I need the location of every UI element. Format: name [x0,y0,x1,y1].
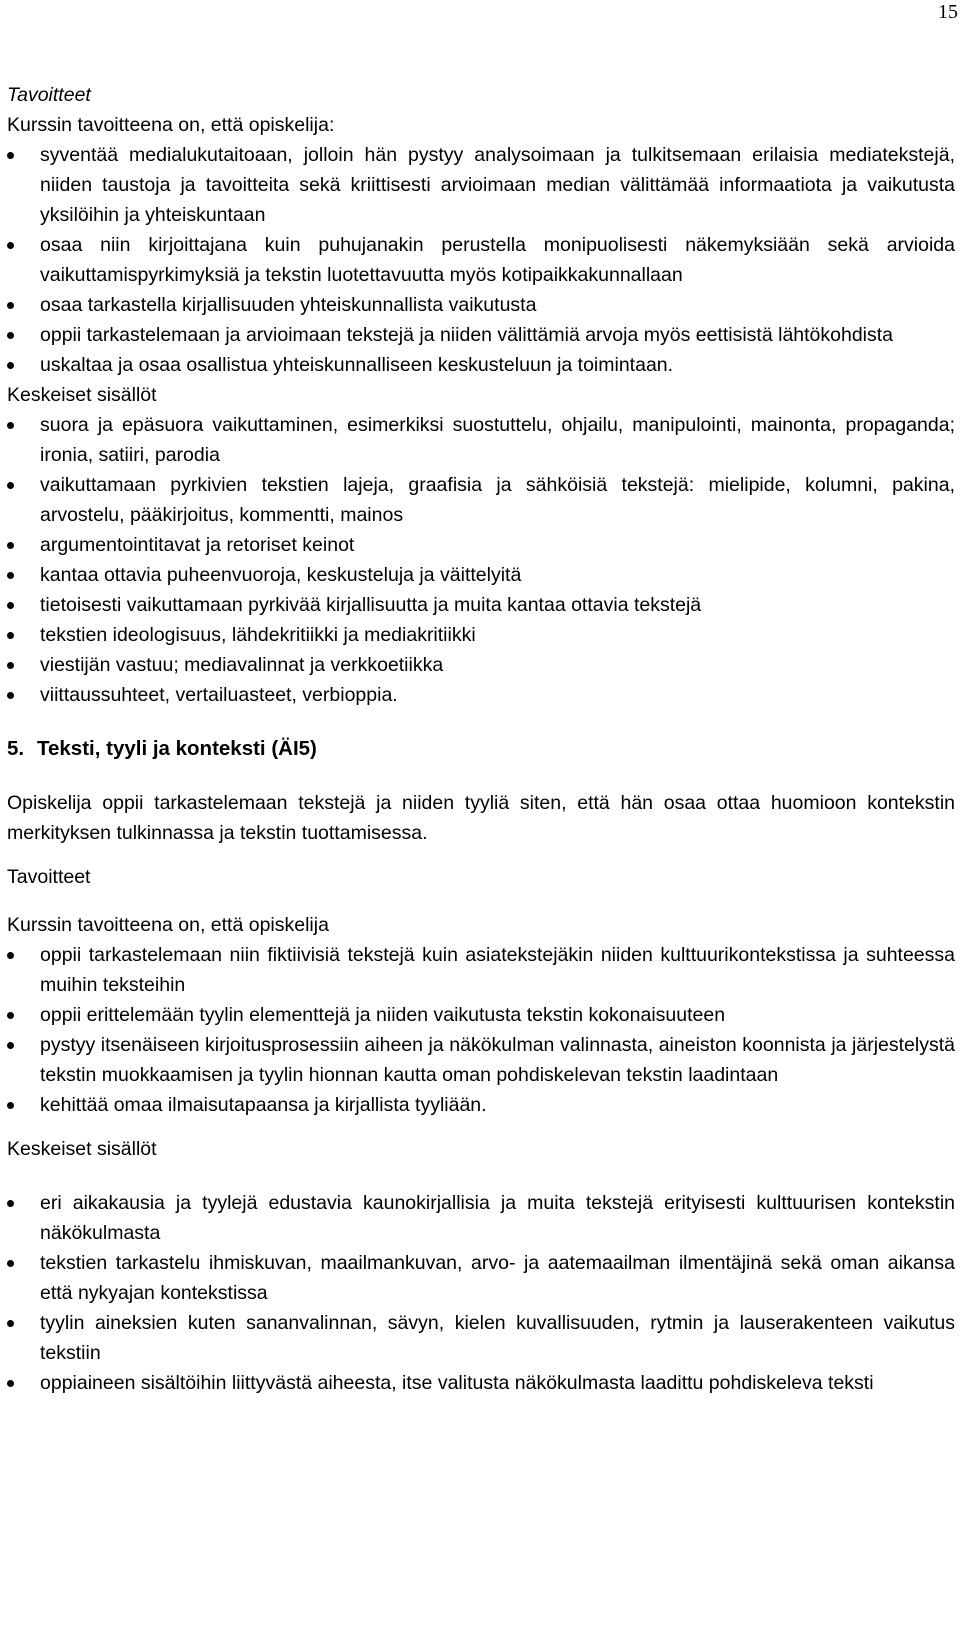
list-item-text: tietoisesti vaikuttamaan pyrkivää kirjallisuutta ja muita kantaa ottavia tekstejä [40,594,702,616]
bullet-icon [7,602,14,609]
goals-list [7,940,955,1120]
contents-heading: Keskeiset sisällöt [7,1138,157,1160]
list-item [7,620,955,650]
list-item [7,290,955,320]
list-item [7,940,955,1000]
list-item [7,230,955,290]
list-item [7,650,955,680]
bullet-icon [7,692,14,699]
bullet-icon [7,572,14,579]
goals-intro: Kurssin tavoitteena on, että opiskelija [7,914,329,936]
bullet-icon [7,1320,14,1327]
bullet-icon [7,1042,14,1049]
list-item [7,1248,955,1308]
list-item [7,350,955,380]
list-item-text: kehittää omaa ilmaisutapaansa ja kirjallista tyyliään. [40,1094,487,1116]
list-item [7,410,955,470]
list-item-text: tekstien ideologisuus, lähdekritiikki ja mediakritiikki [40,624,476,646]
section-number: 5. [7,737,25,760]
bullet-icon [7,952,14,959]
bullet-icon [7,302,14,309]
contents-list [7,410,955,710]
goals-heading: Tavoitteet [7,866,91,888]
list-item [7,1368,955,1398]
bullet-icon [7,632,14,639]
section-description: Opiskelija oppii tarkastelemaan tekstejä ja niiden tyyliä siten, että hän osaa ottaa huomioon kontekstin merkityksen tulkinnassa ja tekstin tuottamisessa. [7,792,955,844]
bullet-icon [7,1102,14,1109]
bullet-icon [7,1200,14,1207]
list-item-text: kantaa ottavia puheenvuoroja, keskusteluja ja väittelyitä [40,564,522,586]
bullet-icon [7,242,14,249]
list-item-text: viestijän vastuu; mediavalinnat ja verkkoetiikka [40,654,444,676]
list-item [7,470,955,530]
list-item-text: eri aikakausia ja tyylejä edustavia kaunokirjallisia ja muita tekstejä erityisesti kulttuurisen kontekstin näkökulmasta [40,1192,955,1244]
bullet-icon [7,1380,14,1387]
list-item [7,1030,955,1090]
section-title [7,734,955,764]
list-item [7,1188,955,1248]
list-item-text: oppiaineen sisältöihin liittyvästä aiheesta, itse valitusta näkökulmasta laadittu pohdiskeleva teksti [40,1372,874,1394]
list-item [7,320,955,350]
bullet-icon [7,662,14,669]
bullet-icon [7,362,14,369]
list-item [7,1308,955,1368]
page-number: 15 [938,1,958,23]
list-item-text: oppii tarkastelemaan ja arvioimaan tekstejä ja niiden välittämiä arvoja myös eettisistä lähtökohdista [40,324,894,346]
list-item-text: oppii tarkastelemaan niin fiktiivisiä tekstejä kuin asiatekstejäkin niiden kulttuurikontekstissa ja suhteessa muihin teksteihin [40,944,955,996]
section-title-text: Teksti, tyyli ja konteksti (ÄI5) [37,737,317,760]
goals-list [7,140,955,380]
list-item-text: osaa tarkastella kirjallisuuden yhteiskunnallista vaikutusta [40,294,537,316]
list-item [7,680,955,710]
contents-list [7,1188,955,1398]
list-item-text: tekstien tarkastelu ihmiskuvan, maailmankuvan, arvo- ja aatemaailman ilmentäjinä sekä oman aikansa että nykyajan kontekstissa [40,1252,955,1304]
list-item [7,530,955,560]
list-item-text: tyylin aineksien kuten sananvalinnan, sävyn, kielen kuvallisuuden, rytmin ja lauserakenteen vaikutus tekstiin [40,1312,955,1364]
list-item-text: osaa niin kirjoittajana kuin puhujanakin perustella monipuolisesti näkemyksiään sekä arvioida vaikuttamispyrkimyksiä ja tekstin luotettavuutta myös kotipaikkakunnallaan [40,234,955,286]
list-item [7,1000,955,1030]
list-item-text: syventää medialukutaitoaan, jolloin hän pystyy analysoimaan ja tulkitsemaan erilaisia mediatekstejä, niiden taustoja ja tavoitteita sekä kriittisesti arvioimaan median välittämää informaatiota ja vaikutusta yksilöihin ja yhteiskuntaan [40,144,955,226]
bullet-icon [7,1260,14,1267]
list-item-text: viittaussuhteet, vertailuasteet, verbioppia. [40,684,398,706]
list-item-text: suora ja epäsuora vaikuttaminen, esimerkiksi suostuttelu, ohjailu, manipulointi, mainonta, propaganda; ironia, satiiri, parodia [40,414,955,466]
list-item-text: oppii erittelemään tyylin elementtejä ja niiden vaikutusta tekstin kokonaisuuteen [40,1004,726,1026]
bullet-icon [7,1012,14,1019]
list-item [7,560,955,590]
bullet-icon [7,422,14,429]
list-item [7,140,955,230]
list-item [7,590,955,620]
list-item-text: uskaltaa ja osaa osallistua yhteiskunnalliseen keskusteluun ja toimintaan. [40,354,674,376]
list-item [7,1090,955,1120]
bullet-icon [7,482,14,489]
list-item-text: vaikuttamaan pyrkivien tekstien lajeja, graafisia ja sähköisiä tekstejä: mielipide, kolumni, pakina, arvostelu, pääkirjoitus, kommentti, mainos [40,474,955,526]
list-item-text: argumentointitavat ja retoriset keinot [40,534,355,556]
list-item-text: pystyy itsenäiseen kirjoitusprosessiin aiheen ja näkökulman valinnasta, aineiston koonnista ja järjestelystä tekstin muokkaamisen ja tyylin hionnan kautta oman pohdiskelevan tekstin laadintaan [40,1034,955,1086]
bullet-icon [7,542,14,549]
goals-intro: Kurssin tavoitteena on, että opiskelija: [7,114,335,136]
goals-heading: Tavoitteet [7,84,91,106]
contents-heading: Keskeiset sisällöt [7,384,157,406]
bullet-icon [7,332,14,339]
bullet-icon [7,152,14,159]
document-body [7,80,955,1398]
